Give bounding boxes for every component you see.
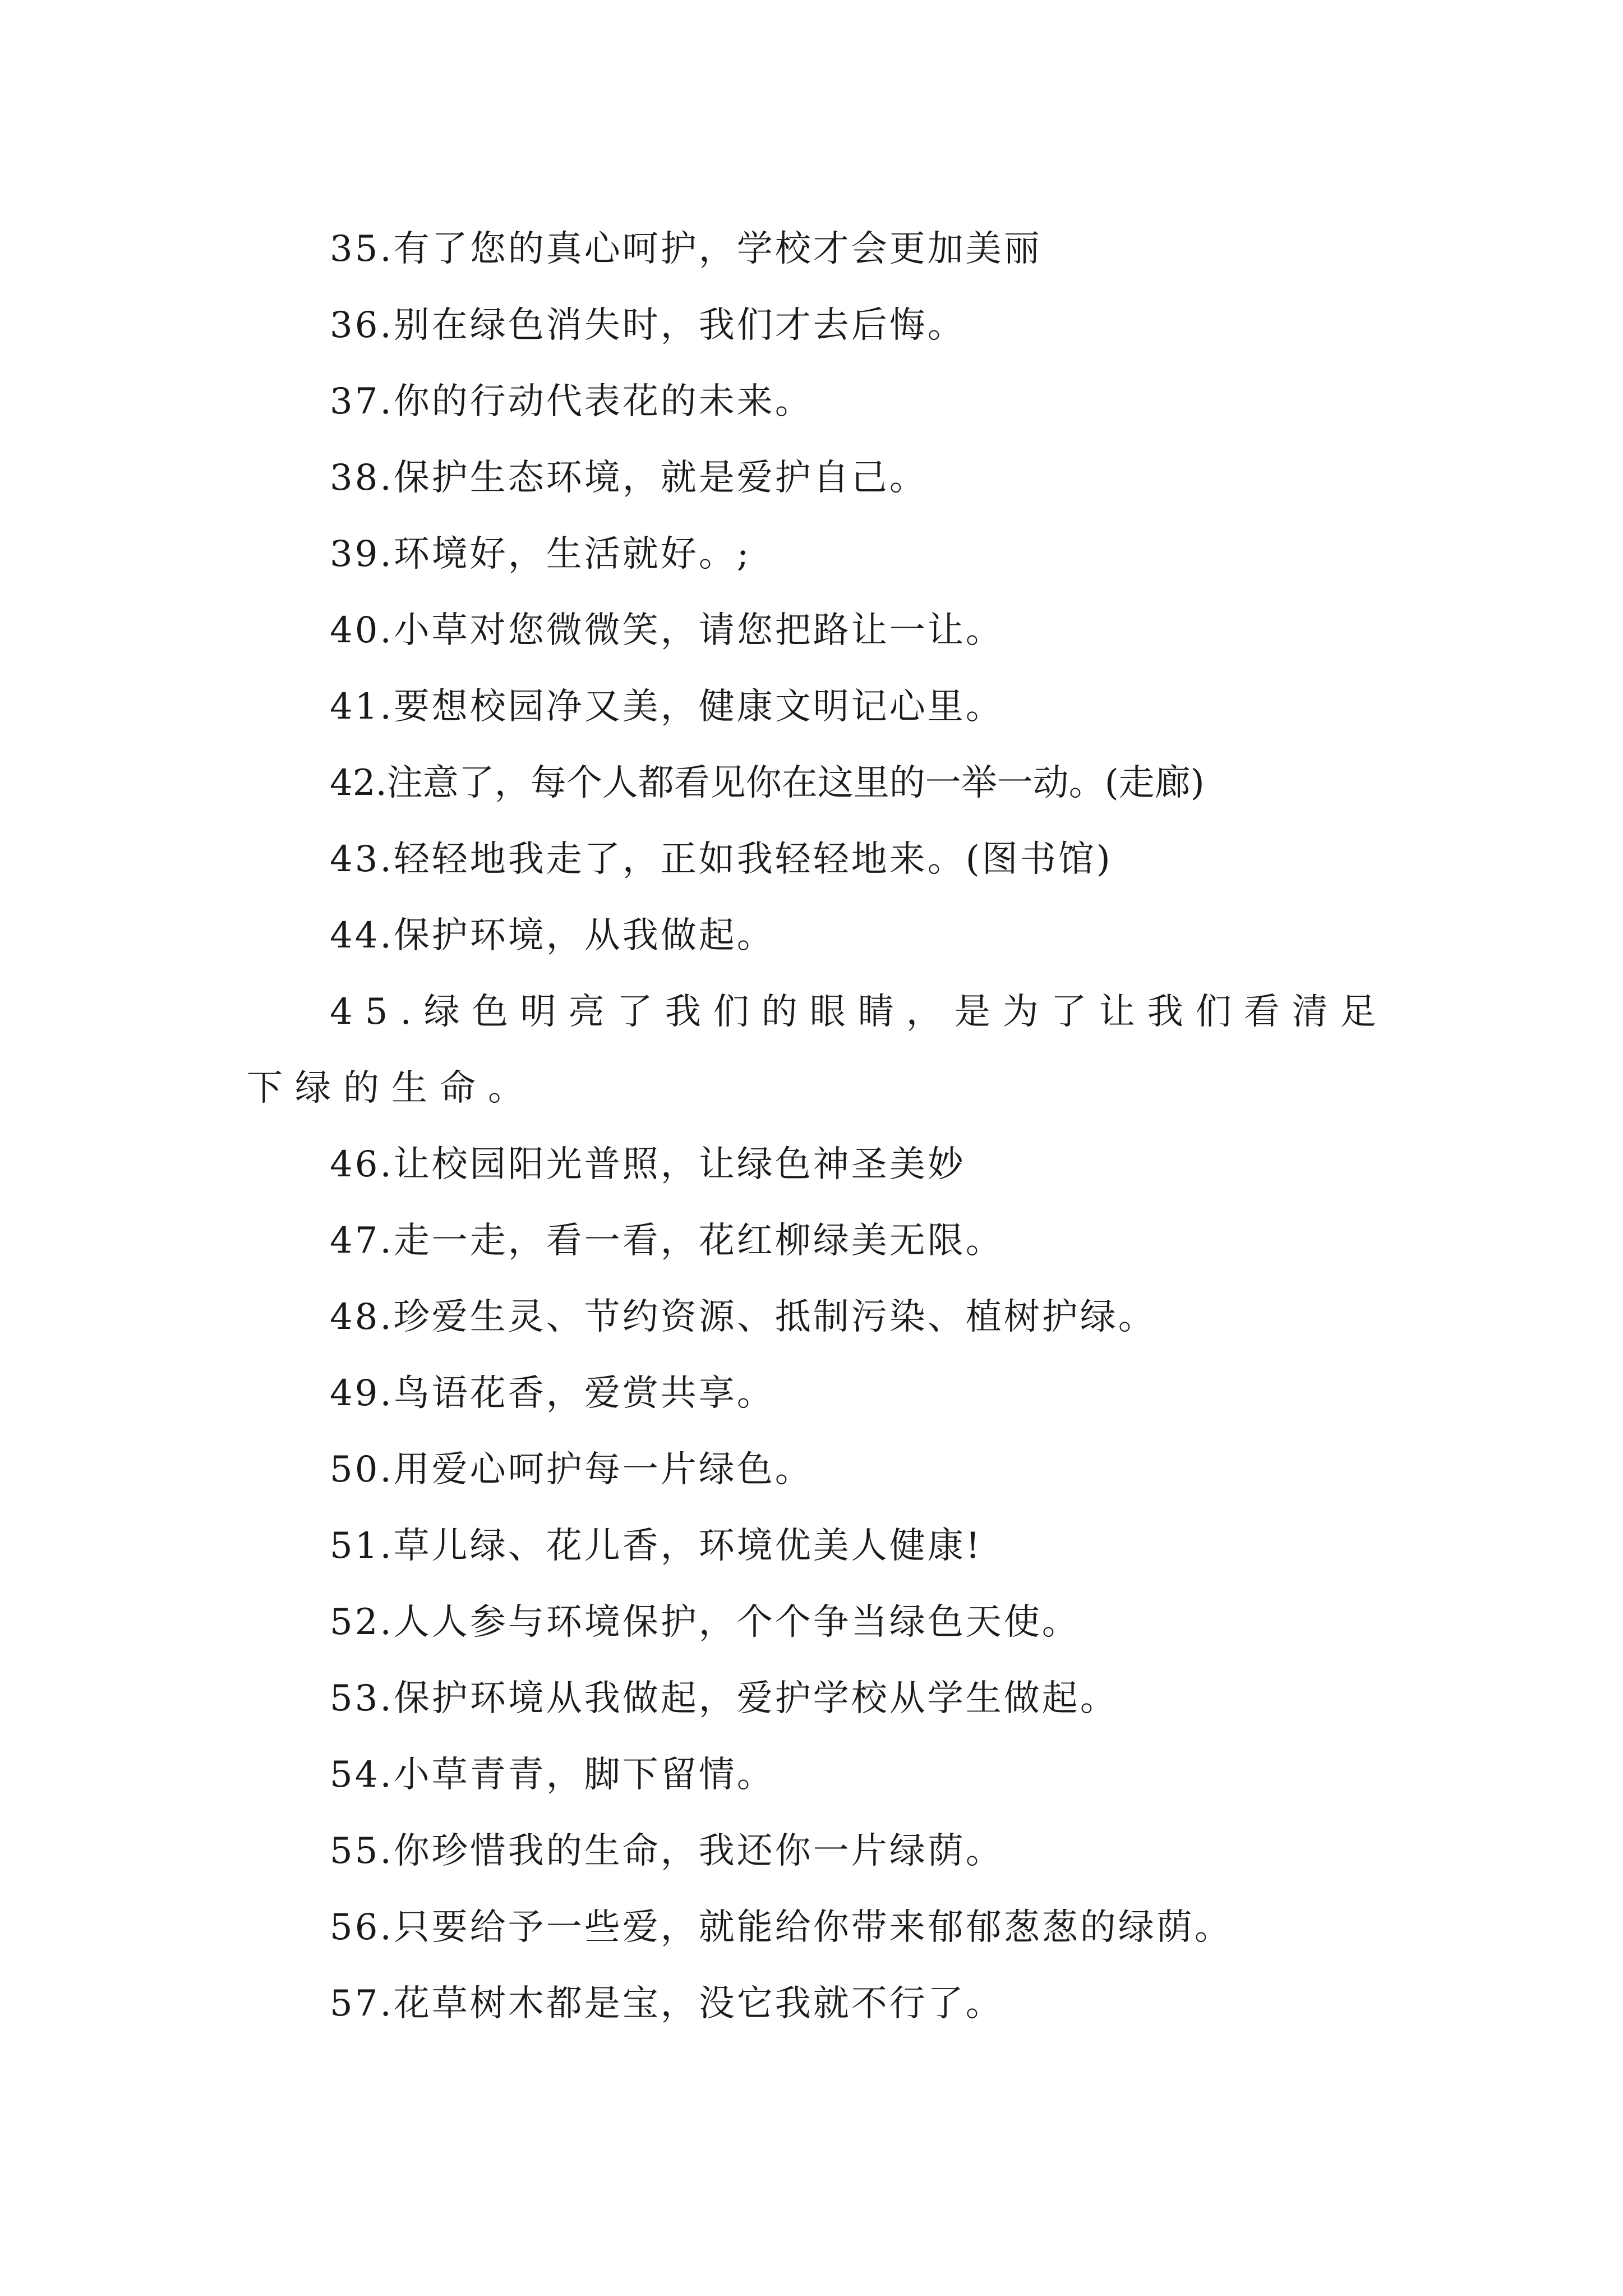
slogan-line: 37.你的行动代表花的未来。 — [330, 381, 813, 422]
slogan-line: 47.走一走，看一看，花红柳绿美无限。 — [330, 1220, 1004, 1262]
slogan-line: 36.别在绿色消失时，我们才去后悔。 — [330, 305, 966, 346]
slogan-line: 53.保护环境从我做起，爱护学校从学生做起。 — [330, 1678, 1118, 1719]
slogan-line: 46.让校园阳光普照，让绿色神圣美妙 — [330, 1144, 966, 1185]
slogan-line: 38.保护生态环境，就是爱护自己。 — [330, 457, 928, 499]
slogan-line-wrapped: 45.绿色明亮了我们的眼睛，是为了让我们看清足下绿的生命。 — [247, 991, 1389, 1109]
slogan-line: 55.你珍惜我的生命，我还你一片绿荫。 — [330, 1830, 1004, 1872]
slogan-line: 49.鸟语花香，爱赏共享。 — [330, 1373, 775, 1414]
slogan-line: 44.保护环境，从我做起。 — [330, 915, 775, 956]
slogan-line: 54.小草青青，脚下留情。 — [330, 1754, 775, 1796]
slogan-line: 41.要想校园净又美，健康文明记心里。 — [330, 686, 1004, 728]
slogan-line: 39.环境好，生活就好。; — [330, 533, 751, 575]
slogan-line: 52.人人参与环境保护，个个争当绿色天使。 — [330, 1602, 1080, 1643]
slogan-line: 43.轻轻地我走了，正如我轻轻地来。(图书馆) — [330, 839, 1113, 880]
slogan-line: 48.珍爱生灵、节约资源、抵制污染、植树护绿。 — [330, 1296, 1156, 1338]
slogan-line: 51.草儿绿、花儿香，环境优美人健康! — [330, 1525, 983, 1567]
slogan-line: 50.用爱心呵护每一片绿色。 — [330, 1449, 813, 1490]
slogan-list — [247, 211, 1391, 2042]
slogan-line: 57.花草树木都是宝，没它我就不行了。 — [330, 1983, 1004, 2024]
slogan-line: 42.注意了，每个人都看见你在这里的一举一动。(走廊) — [330, 762, 1205, 804]
slogan-line: 35.有了您的真心呵护，学校才会更加美丽 — [330, 228, 1042, 270]
slogan-line: 40.小草对您微微笑，请您把路让一让。 — [330, 610, 1004, 651]
slogan-line: 56.只要给予一些爱，就能给你带来郁郁葱葱的绿荫。 — [330, 1907, 1233, 1948]
